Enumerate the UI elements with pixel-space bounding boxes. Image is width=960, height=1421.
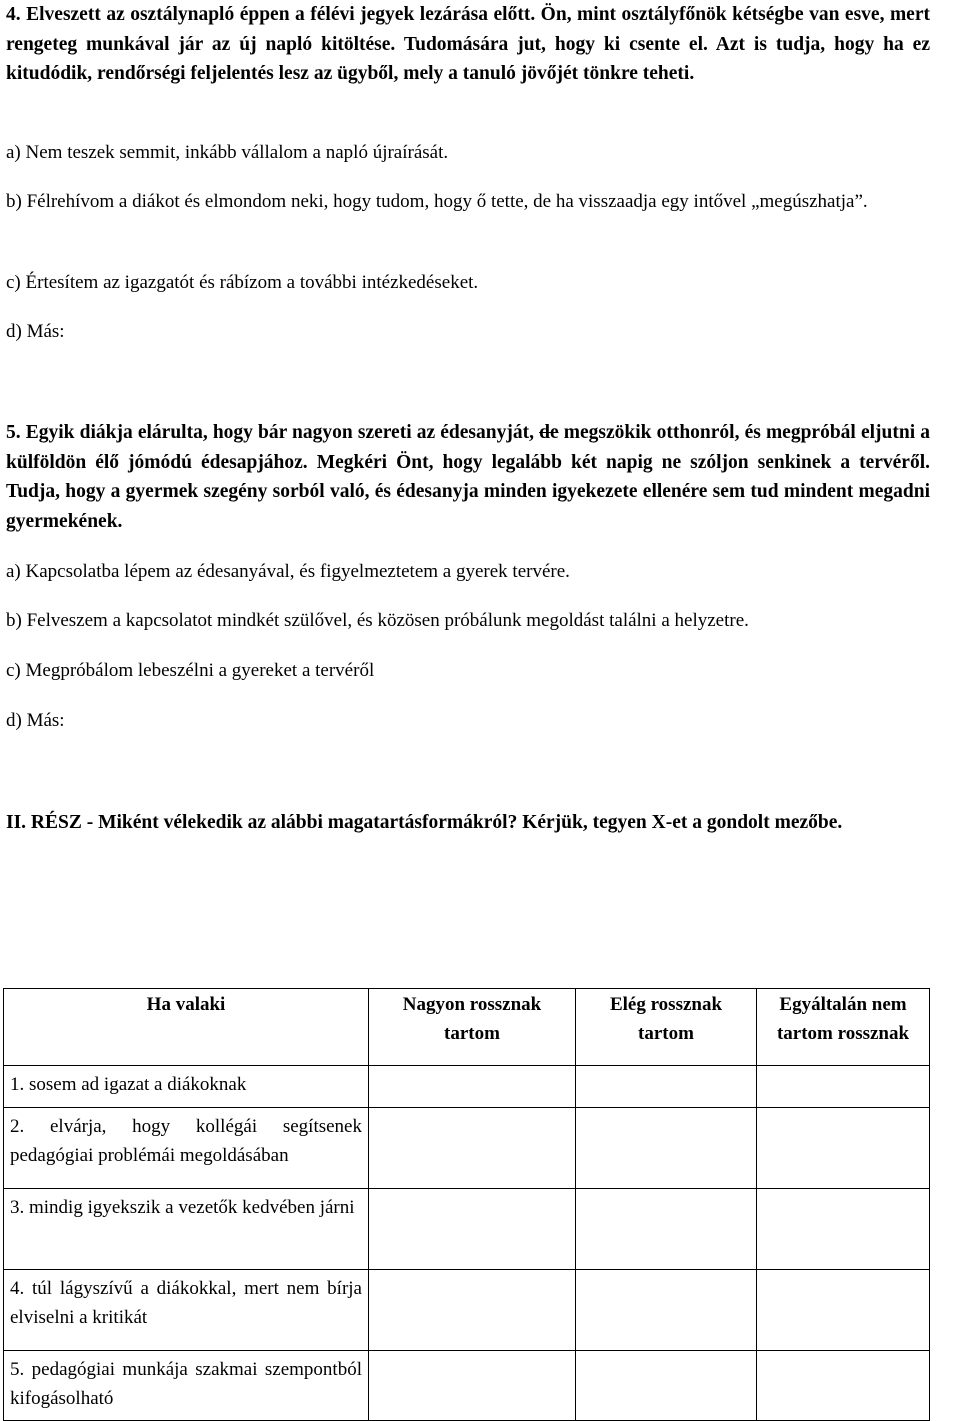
- question-5-text-part-2: megszökik otthonról, és megpróbál eljutni a külföldön élő jómódú édesapjához. Megkéri Önt, hogy legalább két napig ne szóljon senkinek a tervéről. Tudja, hogy a gyermek szegény sorból való, és édesanyja minden igyekezete ellenére sem tud mindent megadni gyermekének.: [6, 422, 931, 532]
- question-5-option-a: a) Kapcsolatba lépem az édesanyával, és figyelmeztetem a gyerek tervére.: [6, 561, 570, 582]
- question-4-option-d: d) Más:: [6, 321, 65, 342]
- question-5-option-b: b) Felveszem a kapcsolatot mindkét szülővel, és közösen próbálunk megoldást találni a helyzetre.: [6, 610, 749, 631]
- question-5-text-part-1: 5. Egyik diákja elárulta, hogy bár nagyon szereti az édesanyját,: [6, 422, 534, 443]
- question-5-text: [6, 418, 930, 536]
- question-5-option-c: c) Megpróbálom lebeszélni a gyereket a tervéről: [6, 660, 375, 681]
- question-4-option-a: a) Nem teszek semmit, inkább vállalom a napló újraírását.: [6, 142, 449, 163]
- row-1-cell-egyaltalan[interactable]: [757, 1066, 930, 1108]
- question-4-option-c: c) Értesítem az igazgatót és rábízom a további intézkedéseket.: [6, 272, 479, 293]
- row-5-cell-nagyon[interactable]: [369, 1351, 576, 1421]
- header-eleg-rossznak: Elég rossznak tartom: [576, 989, 757, 1066]
- row-4-label: 4. túl lágyszívű a diákokkal, mert nem bírja elviselni a kritikát: [4, 1270, 369, 1351]
- row-5-cell-egyaltalan[interactable]: [757, 1351, 930, 1421]
- row-3-cell-nagyon[interactable]: [369, 1189, 576, 1270]
- question-4-text: 4. Elveszett az osztálynapló éppen a félévi jegyek lezárása előtt. Ön, mint osztályfőnök kétségbe van esve, mert rengeteg munkával jár az új napló kitöltése. Tudomására jut, hogy ki csente el. Azt is tudja, hogy ha ez kitudódik, rendőrségi feljelentés lesz az ügyből, mely a tanuló jövőjét tönkre teheti.: [6, 4, 930, 84]
- part-2-heading: II. RÉSZ - Miként vélekedik az alábbi magatartásformákról? Kérjük, tegyen X-et a gondolt mezőbe.: [6, 812, 843, 833]
- question-4-option-b: b) Félrehívom a diákot és elmondom neki, hogy tudom, hogy ő tette, de ha visszaadja egy intővel „megúszhatja”.: [6, 191, 868, 212]
- row-2-cell-nagyon[interactable]: [369, 1108, 576, 1189]
- row-3-cell-egyaltalan[interactable]: [757, 1189, 930, 1270]
- row-1-cell-nagyon[interactable]: [369, 1066, 576, 1108]
- table-row: [4, 1066, 930, 1108]
- row-4-cell-egyaltalan[interactable]: [757, 1270, 930, 1351]
- header-egyaltalan-nem: Egyáltalán nem tartom rossznak: [757, 989, 930, 1066]
- table-header-row: [4, 989, 930, 1066]
- question-5-option-d: d) Más:: [6, 710, 65, 731]
- header-nagyon-rossznak: Nagyon rossznak tartom: [369, 989, 576, 1066]
- row-3-label: 3. mindig igyekszik a vezetők kedvében járni: [4, 1189, 369, 1270]
- table-row: [4, 1351, 930, 1421]
- struck-word: de: [539, 422, 559, 443]
- table-row: [4, 1270, 930, 1351]
- header-ha-valaki: Ha valaki: [4, 989, 369, 1066]
- row-1-label: 1. sosem ad igazat a diákoknak: [4, 1066, 369, 1108]
- row-4-cell-eleg[interactable]: [576, 1270, 757, 1351]
- row-5-cell-eleg[interactable]: [576, 1351, 757, 1421]
- row-2-cell-eleg[interactable]: [576, 1108, 757, 1189]
- table-row: [4, 1108, 930, 1189]
- row-2-cell-egyaltalan[interactable]: [757, 1108, 930, 1189]
- row-2-label: 2. elvárja, hogy kollégái segítsenek pedagógiai problémái megoldásában: [4, 1108, 369, 1189]
- rating-table: [3, 988, 930, 1421]
- row-1-cell-eleg[interactable]: [576, 1066, 757, 1108]
- row-4-cell-nagyon[interactable]: [369, 1270, 576, 1351]
- row-3-cell-eleg[interactable]: [576, 1189, 757, 1270]
- row-5-label: 5. pedagógiai munkája szakmai szempontból kifogásolható: [4, 1351, 369, 1421]
- table-row: [4, 1189, 930, 1270]
